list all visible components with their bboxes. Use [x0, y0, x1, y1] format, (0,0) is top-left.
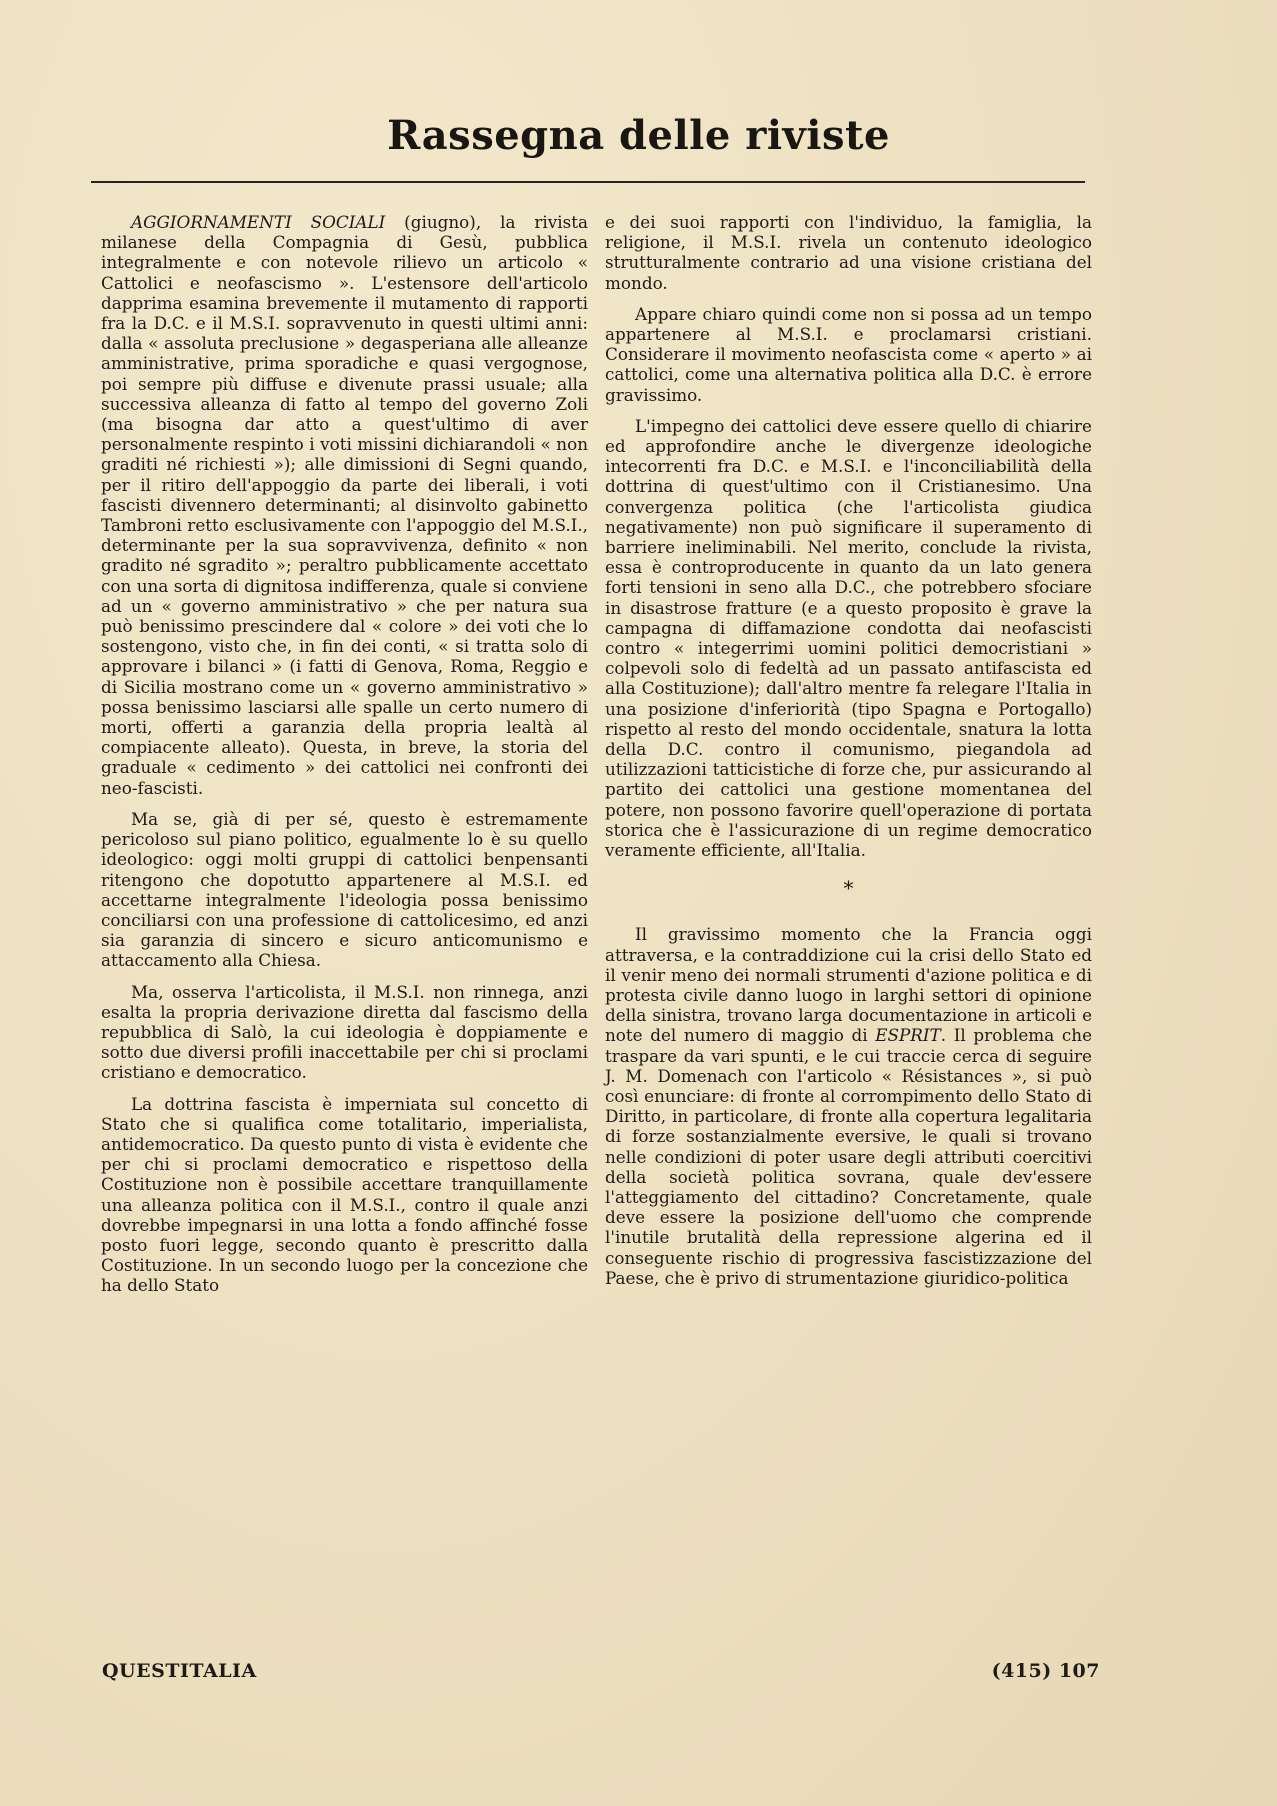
paragraph-text: . Il problema che traspare da vari spunti, e le cui traccie cerca di seguire J. M. Domenach con l'articolo « Résistances », si può così enunciare: di fronte al corrompimento dello Stato di Diritto, in particolare, di fronte alla copertura legalitaria di forze sostanzialmente eversive, le quali si trovano nelle condizioni di poter usare degli attributi coercitivi della società politica sovrana, quale dev'essere l'atteggiamento del cittadino? Concretamente, quale deve essere la posizione dell'uomo che comprende l'inutile brutalità della repressione algerina ed il conseguente rischio di progressiva fascistizzazione del Paese, che è privo di strumentazione giuridico-politica	[605, 1025, 1092, 1288]
left-column	[101, 212, 588, 1296]
paragraph: La dottrina fascista è imperniata sul concetto di Stato che si qualifica come totalitario, imperialista, antidemocratico. Da questo punto di vista è evidente che per chi si proclami democratico e rispettoso della Costituzione non è possibile accettare tranquillamente una alleanza politica con il M.S.I., contro il quale anzi dovrebbe impegnarsi in una lotta a fondo affinché fosse posto fuori legge, secondo quanto è prescritto dalla Costituzione. In un secondo luogo per la concezione che ha dello Stato	[101, 1093, 588, 1296]
paragraph: Appare chiaro quindi come non si possa ad un tempo appartenere al M.S.I. e proclamarsi cristiani. Considerare il movimento neofascista come « aperto » ai cattolici, come una alternativa politica alla D.C. è errore gravissimo.	[605, 303, 1092, 405]
title-rule	[91, 181, 1085, 183]
paragraph: Ma se, già di per sé, questo è estremamente pericoloso sul piano politico, egualmente lo è su quello ideologico: oggi molti gruppi di cattolici benpensanti ritengono che dopotutto appartenere al M.S.I. ed accettarne integralmente l'ideologia possa benissimo conciliarsi con una professione di cattolicesimo, ed anzi sia garanzia di sincero e sicuro anticomunismo e attaccamento alla Chiesa.	[101, 808, 588, 971]
magazine-name: AGGIORNAMENTI SOCIALI	[131, 212, 386, 232]
paragraph: e dei suoi rapporti con l'individuo, la famiglia, la religione, il M.S.I. rivela un contenuto ideologico strutturalmente contrario ad una visione cristiana del mondo.	[605, 212, 1092, 293]
paragraph-text: (giugno), la rivista milanese della Compagnia di Gesù, pubblica integralmente e con notevole rilievo un articolo « Cattolici e neofascismo ». L'estensore dell'articolo dapprima esamina brevemente il mutamento di rapporti fra la D.C. e il M.S.I. sopravvenuto in questi ultimi anni: dalla « assoluta preclusione » degasperiana alle alleanze amministrative, prima sporadiche e quasi vergognose, poi sempre più diffuse e divenute prassi usuale; alla successiva alleanza di fatto al tempo del governo Zoli (ma bisogna dar atto a quest'ultimo di aver personalmente respinto i voti missini dichiarandoli « non graditi né richiesti »); alle dimissioni di Segni quando, per il ritiro dell'appoggio da parte dei liberali, i voti fascisti divennero determinanti; al disinvolto gabinetto Tambroni retto esclusivamente con l'appoggio del M.S.I., determinante per la sua sopravvivenza, definito « non gradito né sgradito »; peraltro pubblicamente accettato con una sorta di dignitosa indifferenza, quale si conviene ad un « governo amministrativo » che per natura sua può benissimo prescindere dal « colore » dei voti che lo sostengono, visto che, in fin dei conti, « si tratta solo di approvare i bilanci » (i fatti di Genova, Roma, Reggio e di Sicilia mostrano come un « governo amministrativo » possa benissimo lasciarsi alle spalle un certo numero di morti, offerti a garanzia della propria lealtà al compiacente alleato). Questa, in breve, la storia del graduale « cedimento » dei cattolici nei confronti dei neo-fascisti.	[101, 212, 588, 798]
paragraph: Ma, osserva l'articolista, il M.S.I. non rinnega, anzi esalta la propria derivazione diretta dal fascismo della repubblica di Salò, la cui ideologia è doppiamente e sotto due diversi profili inaccettabile per chi si proclami cristiano e democratico.	[101, 981, 588, 1083]
magazine-name: ESPRIT	[875, 1025, 941, 1046]
section-separator: *	[843, 876, 854, 901]
paragraph	[101, 212, 588, 798]
paragraph-text: Il gravissimo momento che la Francia oggi attraversa, e la contraddizione cui la crisi dello Stato ed il venir meno dei normali strumenti d'azione politica e di protesta civile danno luogo in larghi settori di opinione della sinistra, trovano larga documentazione in articoli e note del numero di maggio di	[605, 924, 1092, 1046]
footer-journal: QUESTITALIA	[102, 1660, 257, 1682]
paragraph	[605, 924, 1092, 1288]
right-column	[605, 212, 1092, 1288]
page-title: Rassegna delle riviste	[387, 112, 890, 159]
footer-page-number: (415) 107	[991, 1660, 1100, 1682]
paragraph: L'impegno dei cattolici deve essere quello di chiarire ed approfondire anche le divergenze ideologiche intecorrenti fra D.C. e M.S.I. e l'inconciliabilità della dottrina di quest'ultimo con il Cristianesimo. Una convergenza politica (che l'articolista giudica negativamente) non può significare il superamento di barriere ineliminabili. Nel merito, conclude la rivista, essa è controproducente in quanto da un lato genera forti tensioni in seno alla D.C., che potrebbero sfociare in disastrose fratture (e a questo proposito è grave la campagna di diffamazione condotta dai neofascisti contro « integerrimi uomini politici democristiani » colpevoli solo di fedeltà ad un passato antifascista ed alla Costituzione); dall'altro mentre fa relegare l'Italia in una posizione d'inferiorità (tipo Spagna e Portogallo) rispetto al resto del mondo occidentale, snatura la lotta della D.C. contro il comunismo, piegandola ad utilizzazioni tatticistiche di forze che, pur assicurando al partito dei cattolici una gestione momentanea del potere, non possono favorire quell'operazione di portata storica che è l'assicurazione di un regime democratico veramente efficiente, all'Italia.	[605, 415, 1092, 861]
